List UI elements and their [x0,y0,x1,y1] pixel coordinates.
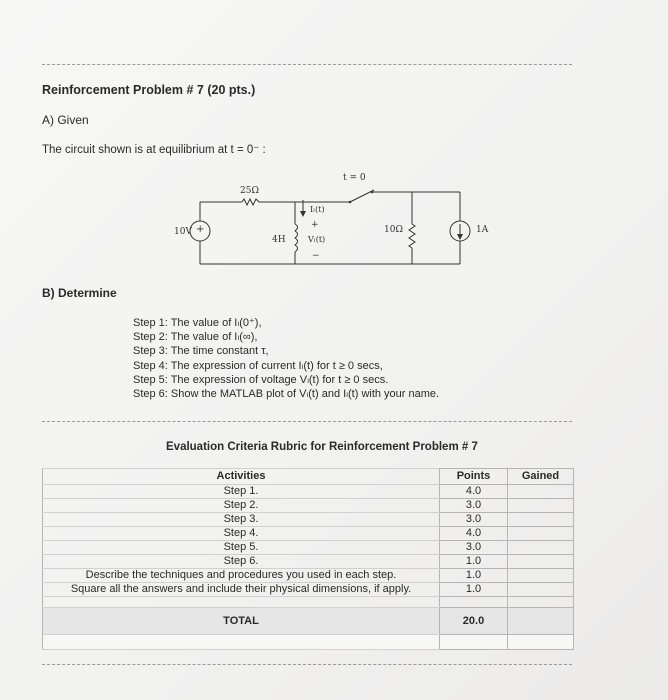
activity-cell: Step 3. [43,513,440,527]
table-row [43,485,574,499]
source-plus-sign: + [196,224,205,235]
points-cell: 3.0 [440,513,508,527]
steps-list [133,316,439,401]
table-row [43,499,574,513]
r1-label: 25Ω [240,186,259,196]
gained-cell [508,583,574,597]
r1-resistor [242,199,259,205]
activity-cell: Describe the techniques and procedures you used in each step. [43,569,440,583]
problem-title: Reinforcement Problem # 7 (20 pts.) [42,83,256,97]
step-item: Step 1: The value of Iₗ(0⁺), [133,317,262,329]
determine-heading: B) Determine [42,286,117,300]
points-cell: 1.0 [440,583,508,597]
points-cell: 3.0 [440,541,508,555]
gained-cell [508,499,574,513]
step-item: Step 6: Show the MATLAB plot of Vₗ(t) and Iₗ(t) with your name. [133,388,440,401]
total-points: 20.0 [440,608,508,635]
table-row [43,527,574,541]
step-item: Step 4: The expression of current Iₗ(t) for t ≥ 0 secs, [133,359,383,372]
activity-cell: Step 5. [43,541,440,555]
step-item: Step 5: The expression of voltage Vₗ(t) for t ≥ 0 secs. [133,373,389,386]
inductor-coil [295,224,298,252]
table-row [43,569,574,583]
blank-row [43,635,574,650]
points-header: Points [440,469,508,485]
gained-cell [508,569,574,583]
step-item: Step 3: The time constant τ, [133,345,269,358]
gained-header: Gained [508,469,574,485]
total-label: TOTAL [43,608,440,635]
voltage-plus-sign: + [311,220,319,230]
current-arrowhead [300,211,306,217]
table-row [43,513,574,527]
gained-cell [508,485,574,499]
gained-cell [508,527,574,541]
bottom-divider [42,664,572,665]
gained-cell [508,555,574,569]
source-label: 10V [174,227,192,237]
activity-cell: Step 1. [43,485,440,499]
r2-label: 10Ω [384,225,403,235]
switch-contact-right [371,191,374,194]
current-source-label: 1A [476,225,489,235]
table-row [43,555,574,569]
step-item: Step 2: The value of Iₗ(∞), [133,331,258,344]
activity-cell: Step 6. [43,555,440,569]
total-row [43,608,574,635]
points-cell: 4.0 [440,527,508,541]
points-cell: 1.0 [440,555,508,569]
activities-header: Activities [43,469,440,485]
points-cell: 1.0 [440,569,508,583]
points-cell: 3.0 [440,499,508,513]
given-heading: A) Given [42,113,89,127]
rubric-title: Evaluation Criteria Rubric for Reinforcement Problem # 7 [166,441,478,453]
r2-resistor [409,224,415,248]
activity-cell: Square all the answers and include their physical dimensions, if apply. [43,583,440,597]
gained-cell [508,541,574,555]
middle-divider [42,421,572,422]
switch-blade [350,190,374,202]
top-divider [42,64,572,65]
table-row [43,541,574,555]
spacer-row [43,597,574,608]
switch-label: t = 0 [343,173,366,183]
source-arrowhead [457,234,463,240]
switch-contact-left [349,201,352,204]
rubric-table [42,468,574,650]
top-wire [200,192,440,202]
activity-cell: Step 4. [43,527,440,541]
gained-cell [508,513,574,527]
voltage-label: Vₗ(t) [308,235,326,244]
table-row [43,583,574,597]
given-text: The circuit shown is at equilibrium at t = 0⁻ : [42,144,266,156]
activity-cell: Step 2. [43,499,440,513]
circuit-diagram [160,166,505,274]
inductor-label: 4H [272,235,286,245]
points-cell: 4.0 [440,485,508,499]
voltage-minus-sign: − [312,251,320,261]
rubric-header-row [43,469,574,485]
total-gained-cell [508,608,574,635]
current-label: Iₗ(t) [310,205,325,214]
